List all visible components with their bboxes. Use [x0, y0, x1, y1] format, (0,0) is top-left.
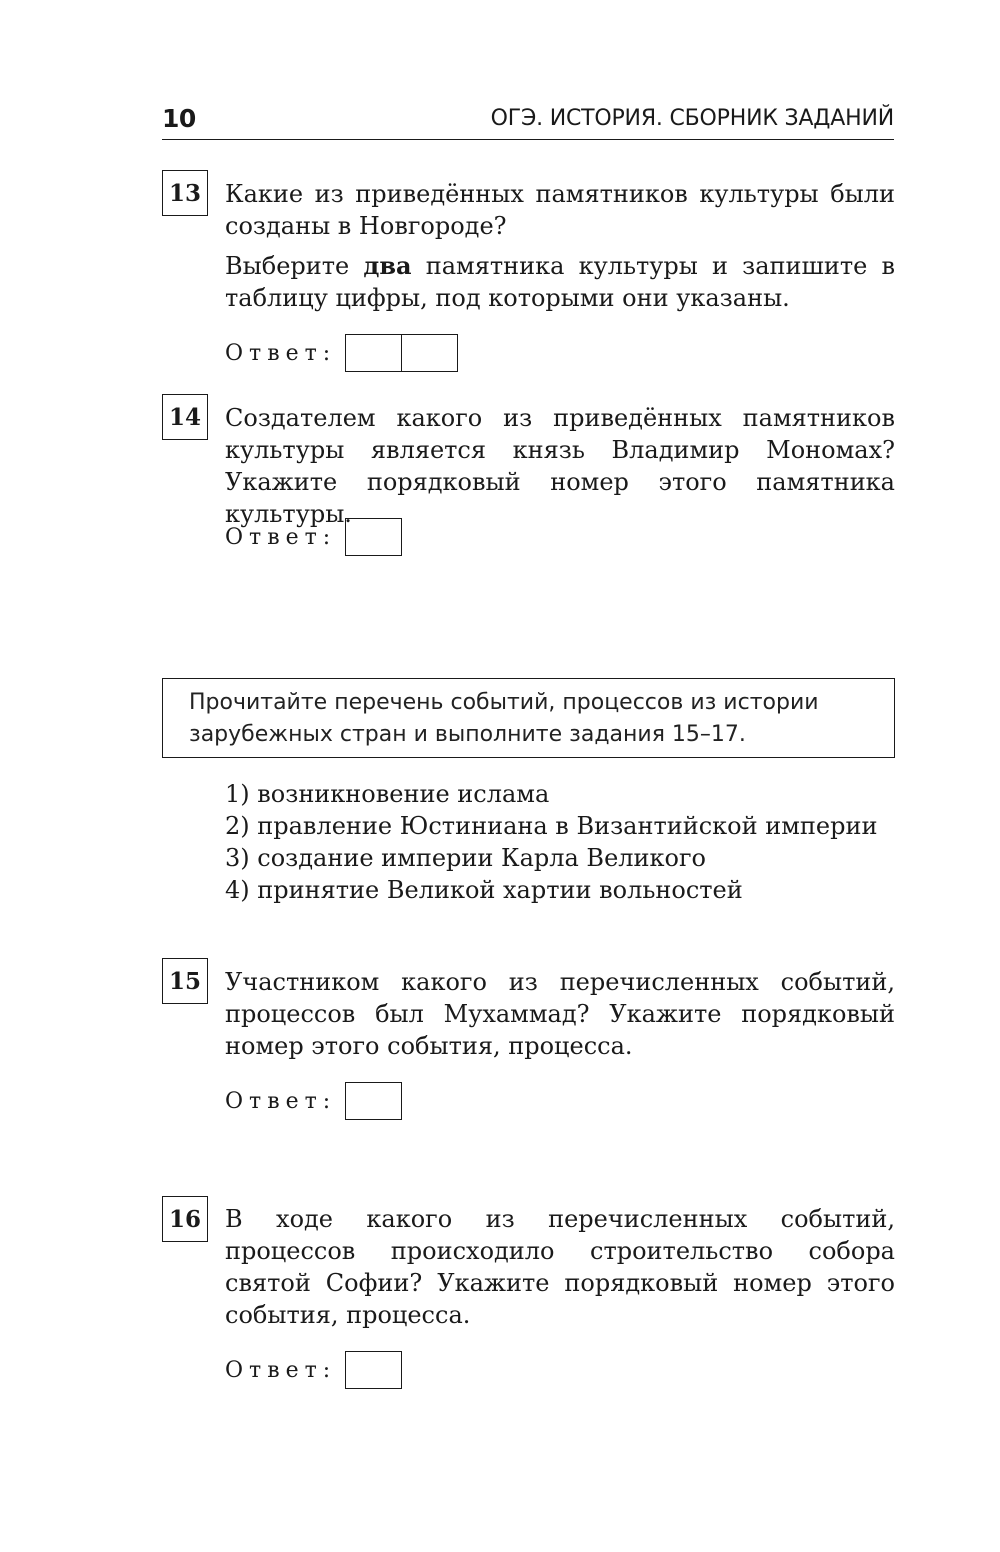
- event-item-4: 4) принятие Великой хартии вольностей: [225, 876, 743, 904]
- event-list: [225, 778, 877, 906]
- task-13-instruction-emphasis: два: [363, 251, 412, 280]
- task-15-answer-cell[interactable]: [345, 1082, 402, 1120]
- task-13-instruction: [225, 250, 895, 314]
- task-14-answer-cell[interactable]: [345, 518, 402, 556]
- task-13-answer-label: Ответ:: [225, 341, 337, 366]
- task-14-answer-label: Ответ:: [225, 525, 337, 550]
- task-13-question: Какие из приведённых памятников культуры были созданы в Новгороде?: [225, 180, 895, 240]
- task-13-number: 13: [162, 170, 208, 216]
- instruction-box: Прочитайте перечень событий, процессов из истории зарубежных стран и выполните задания 15–17.: [162, 678, 895, 758]
- task-16-number: 16: [162, 1196, 208, 1242]
- task-13-answer-cell-1[interactable]: [345, 334, 402, 372]
- running-title: ОГЭ. ИСТОРИЯ. СБОРНИК ЗАДАНИЙ: [490, 106, 894, 131]
- task-16-question: В ходе какого из перечисленных событий, процессов происходило строительство собора святой Софии? Укажите порядковый номер этого события, процесса.: [225, 1205, 895, 1329]
- task-15-answer-label: Ответ:: [225, 1089, 337, 1114]
- task-13-instruction-end: памятника культуры и запишите в таблицу цифры, под которыми они указаны.: [225, 252, 895, 312]
- task-13-instruction-start: Выберите: [225, 252, 364, 280]
- task-15-question: Участником какого из перечисленных событий, процессов был Мухаммад? Укажите порядковый номер этого события, процесса.: [225, 968, 895, 1060]
- task-16-answer-cell[interactable]: [345, 1351, 402, 1389]
- page-number: 10: [162, 104, 196, 133]
- header-divider: [162, 139, 894, 140]
- event-item-2: 2) правление Юстиниана в Византийской империи: [225, 812, 878, 840]
- task-14-question: Создателем какого из приведённых памятников культуры является князь Владимир Мономах? Укажите порядковый номер этого памятника культуры.: [225, 404, 895, 528]
- event-item-1: 1) возникновение ислама: [225, 780, 550, 808]
- task-13-answer-cell-2[interactable]: [401, 334, 458, 372]
- task-15-number: 15: [162, 958, 208, 1004]
- task-16-answer-label: Ответ:: [225, 1358, 337, 1383]
- task-14-number: 14: [162, 394, 208, 440]
- task-13-text: [225, 178, 895, 314]
- event-item-3: 3) создание империи Карла Великого: [225, 844, 706, 872]
